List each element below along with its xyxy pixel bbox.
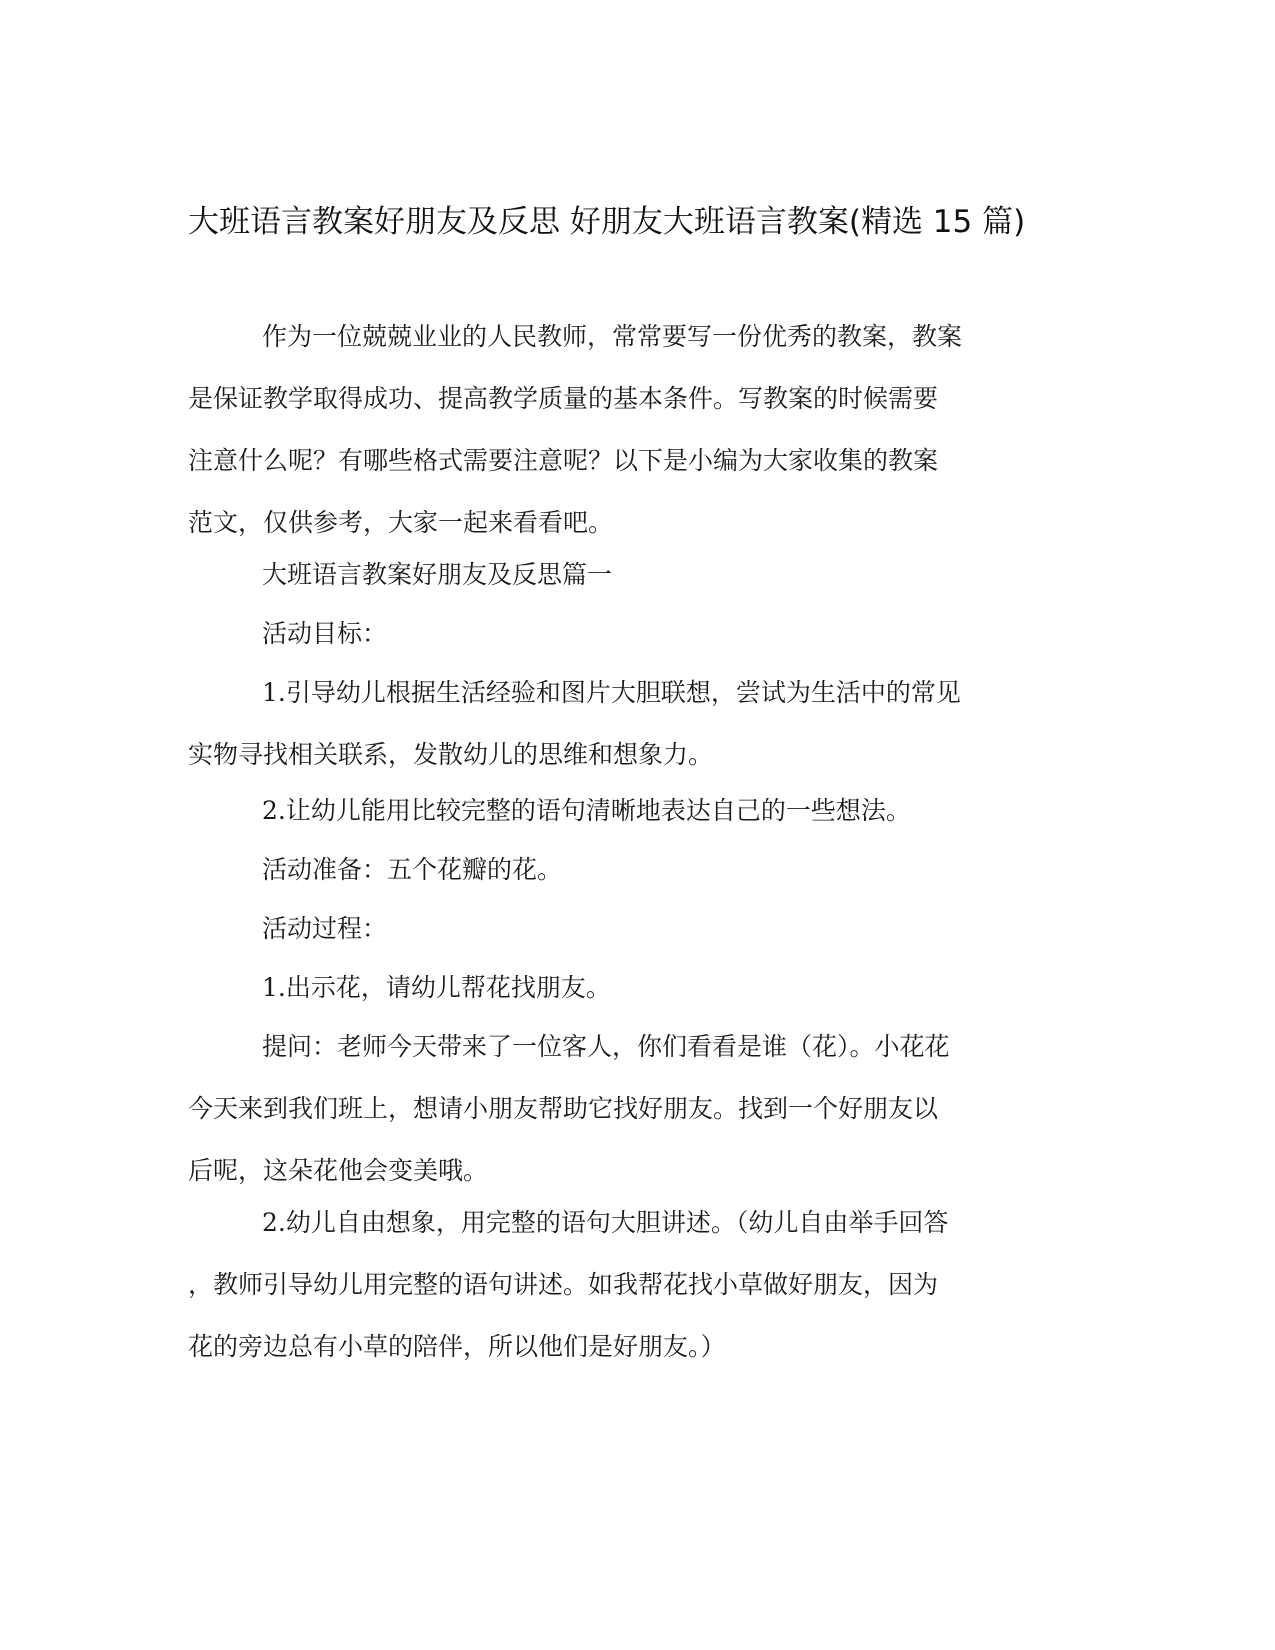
intro-line: 范文，仅供参考，大家一起来看看吧。 [188,508,614,537]
section-heading [188,544,1088,606]
step-1-paragraph [188,957,1088,1019]
step-1-line: 1.出示花，请幼儿帮花找朋友。 [262,973,611,1002]
process-heading [188,898,1088,960]
question-line: 后呢，这朵花他会变美哦。 [188,1156,489,1185]
step-2-paragraph [188,1192,1088,1378]
goal-1-line: 1.引导幼儿根据生活经验和图片大胆联想，尝试为生活中的常见 [262,678,961,707]
goals-heading-text: 活动目标： [262,619,388,648]
goal-1-paragraph [188,662,1088,786]
intro-line: 注意什么呢？有哪些格式需要注意呢？以下是小编为大家收集的教案 [188,446,939,475]
preparation-paragraph [188,839,1088,901]
step-2-line: ，教师引导幼儿用完整的语句讲述。如我帮花找小草做好朋友，因为 [188,1270,939,1299]
goals-heading [188,603,1088,665]
goal-2-paragraph [188,780,1088,842]
section-heading-text: 大班语言教案好朋友及反思篇一 [262,560,613,589]
goal-1-line: 实物寻找相关联系，发散幼儿的思维和想象力。 [188,740,714,769]
intro-line: 作为一位兢兢业业的人民教师，常常要写一份优秀的教案，教案 [262,322,963,351]
question-line: 今天来到我们班上，想请小朋友帮助它找好朋友。找到一个好朋友以 [188,1094,939,1123]
intro-paragraph [188,306,1088,554]
step-2-line: 花的旁边总有小草的陪伴，所以他们是好朋友。） [188,1332,726,1361]
process-heading-text: 活动过程： [262,914,388,943]
step-2-line: 2.幼儿自由想象，用完整的语句大胆讲述。（幼儿自由举手回答 [262,1208,949,1237]
goal-2-line: 2.让幼儿能用比较完整的语句清晰地表达自己的一些想法。 [262,796,911,825]
question-paragraph [188,1016,1088,1202]
document-title: 大班语言教案好朋友及反思 好朋友大班语言教案(精选 15 篇) [188,204,1026,240]
intro-line: 是保证教学取得成功、提高教学质量的基本条件。写教案的时候需要 [188,384,939,413]
preparation-line: 活动准备：五个花瓣的花。 [262,855,563,884]
question-line: 提问：老师今天带来了一位客人，你们看看是谁（花）。小花花 [262,1032,950,1061]
